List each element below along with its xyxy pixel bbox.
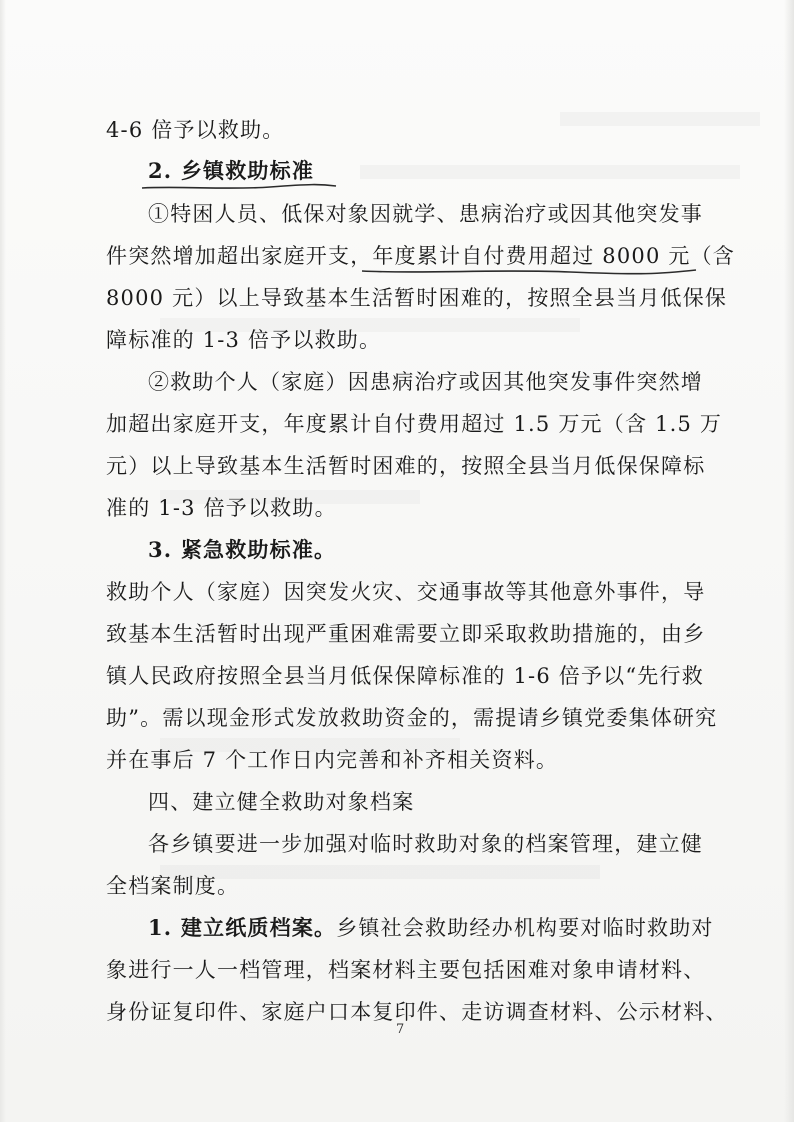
text-line: 各乡镇要进一步加强对临时救助对象的档案管理，建立健 xyxy=(148,832,703,856)
bleed-through-mark xyxy=(560,112,760,126)
chapter-heading: 四、建立健全救助对象档案 xyxy=(148,790,415,814)
text-line: ①特困人员、低保对象因就学、患病治疗或因其他突发事 xyxy=(148,202,703,226)
text-line: ②救助个人（家庭）因患病治疗或因其他突发事件突然增 xyxy=(148,370,703,394)
scan-edge-right xyxy=(784,0,794,1122)
text-line: 全档案制度。 xyxy=(106,874,240,898)
text-line: 并在事后 7 个工作日内完善和补齐相关资料。 xyxy=(106,748,559,772)
text-line: 镇人民政府按照全县当月低保保障标准的 1-6 倍予以“先行救 xyxy=(106,664,704,688)
text-line: 助”。需以现金形式发放救助资金的，需提请乡镇党委集体研究 xyxy=(106,706,718,730)
text-line: 身份证复印件、家庭户口本复印件、走访调查材料、公示材料、 xyxy=(106,1000,728,1024)
pen-underline xyxy=(360,265,700,279)
section-heading: 3. 紧急救助标准。 xyxy=(148,537,337,562)
text-line: 件突然增加超出家庭开支，年度累计自付费用超过 8000 元（含 xyxy=(106,244,735,268)
text-line: 致基本生活暂时出现严重困难需要立即采取救助措施的，由乡 xyxy=(106,622,706,646)
scan-edge-left xyxy=(0,0,6,1122)
text-line: 加超出家庭开支，年度累计自付费用超过 1.5 万元（含 1.5 万 xyxy=(106,412,723,436)
text-run: 乡镇社会救助经办机构要对临时救助对 xyxy=(336,916,714,940)
subsection-heading: 1. 建立纸质档案。 xyxy=(148,915,337,940)
bleed-through-mark xyxy=(360,165,740,179)
text-line: 准的 1-3 倍予以救助。 xyxy=(106,496,337,520)
text-line: 4-6 倍予以救助。 xyxy=(106,118,285,142)
text-line: 救助个人（家庭）因突发火灾、交通事故等其他意外事件，导 xyxy=(106,580,706,604)
text-line: 象进行一人一档管理，档案材料主要包括困难对象申请材料、 xyxy=(106,958,706,982)
pen-underline xyxy=(140,180,340,194)
text-line: 元）以上导致基本生活暂时困难的，按照全县当月低保保障标 xyxy=(106,454,706,478)
text-line: 障标准的 1-3 倍予以救助。 xyxy=(106,328,382,352)
text-line xyxy=(148,915,714,941)
page-number: 7 xyxy=(396,1022,405,1037)
section-heading: 2. 乡镇救助标准 xyxy=(148,158,315,183)
text-line: 8000 元）以上导致基本生活暂时困难的，按照全县当月低保保 xyxy=(106,286,728,310)
